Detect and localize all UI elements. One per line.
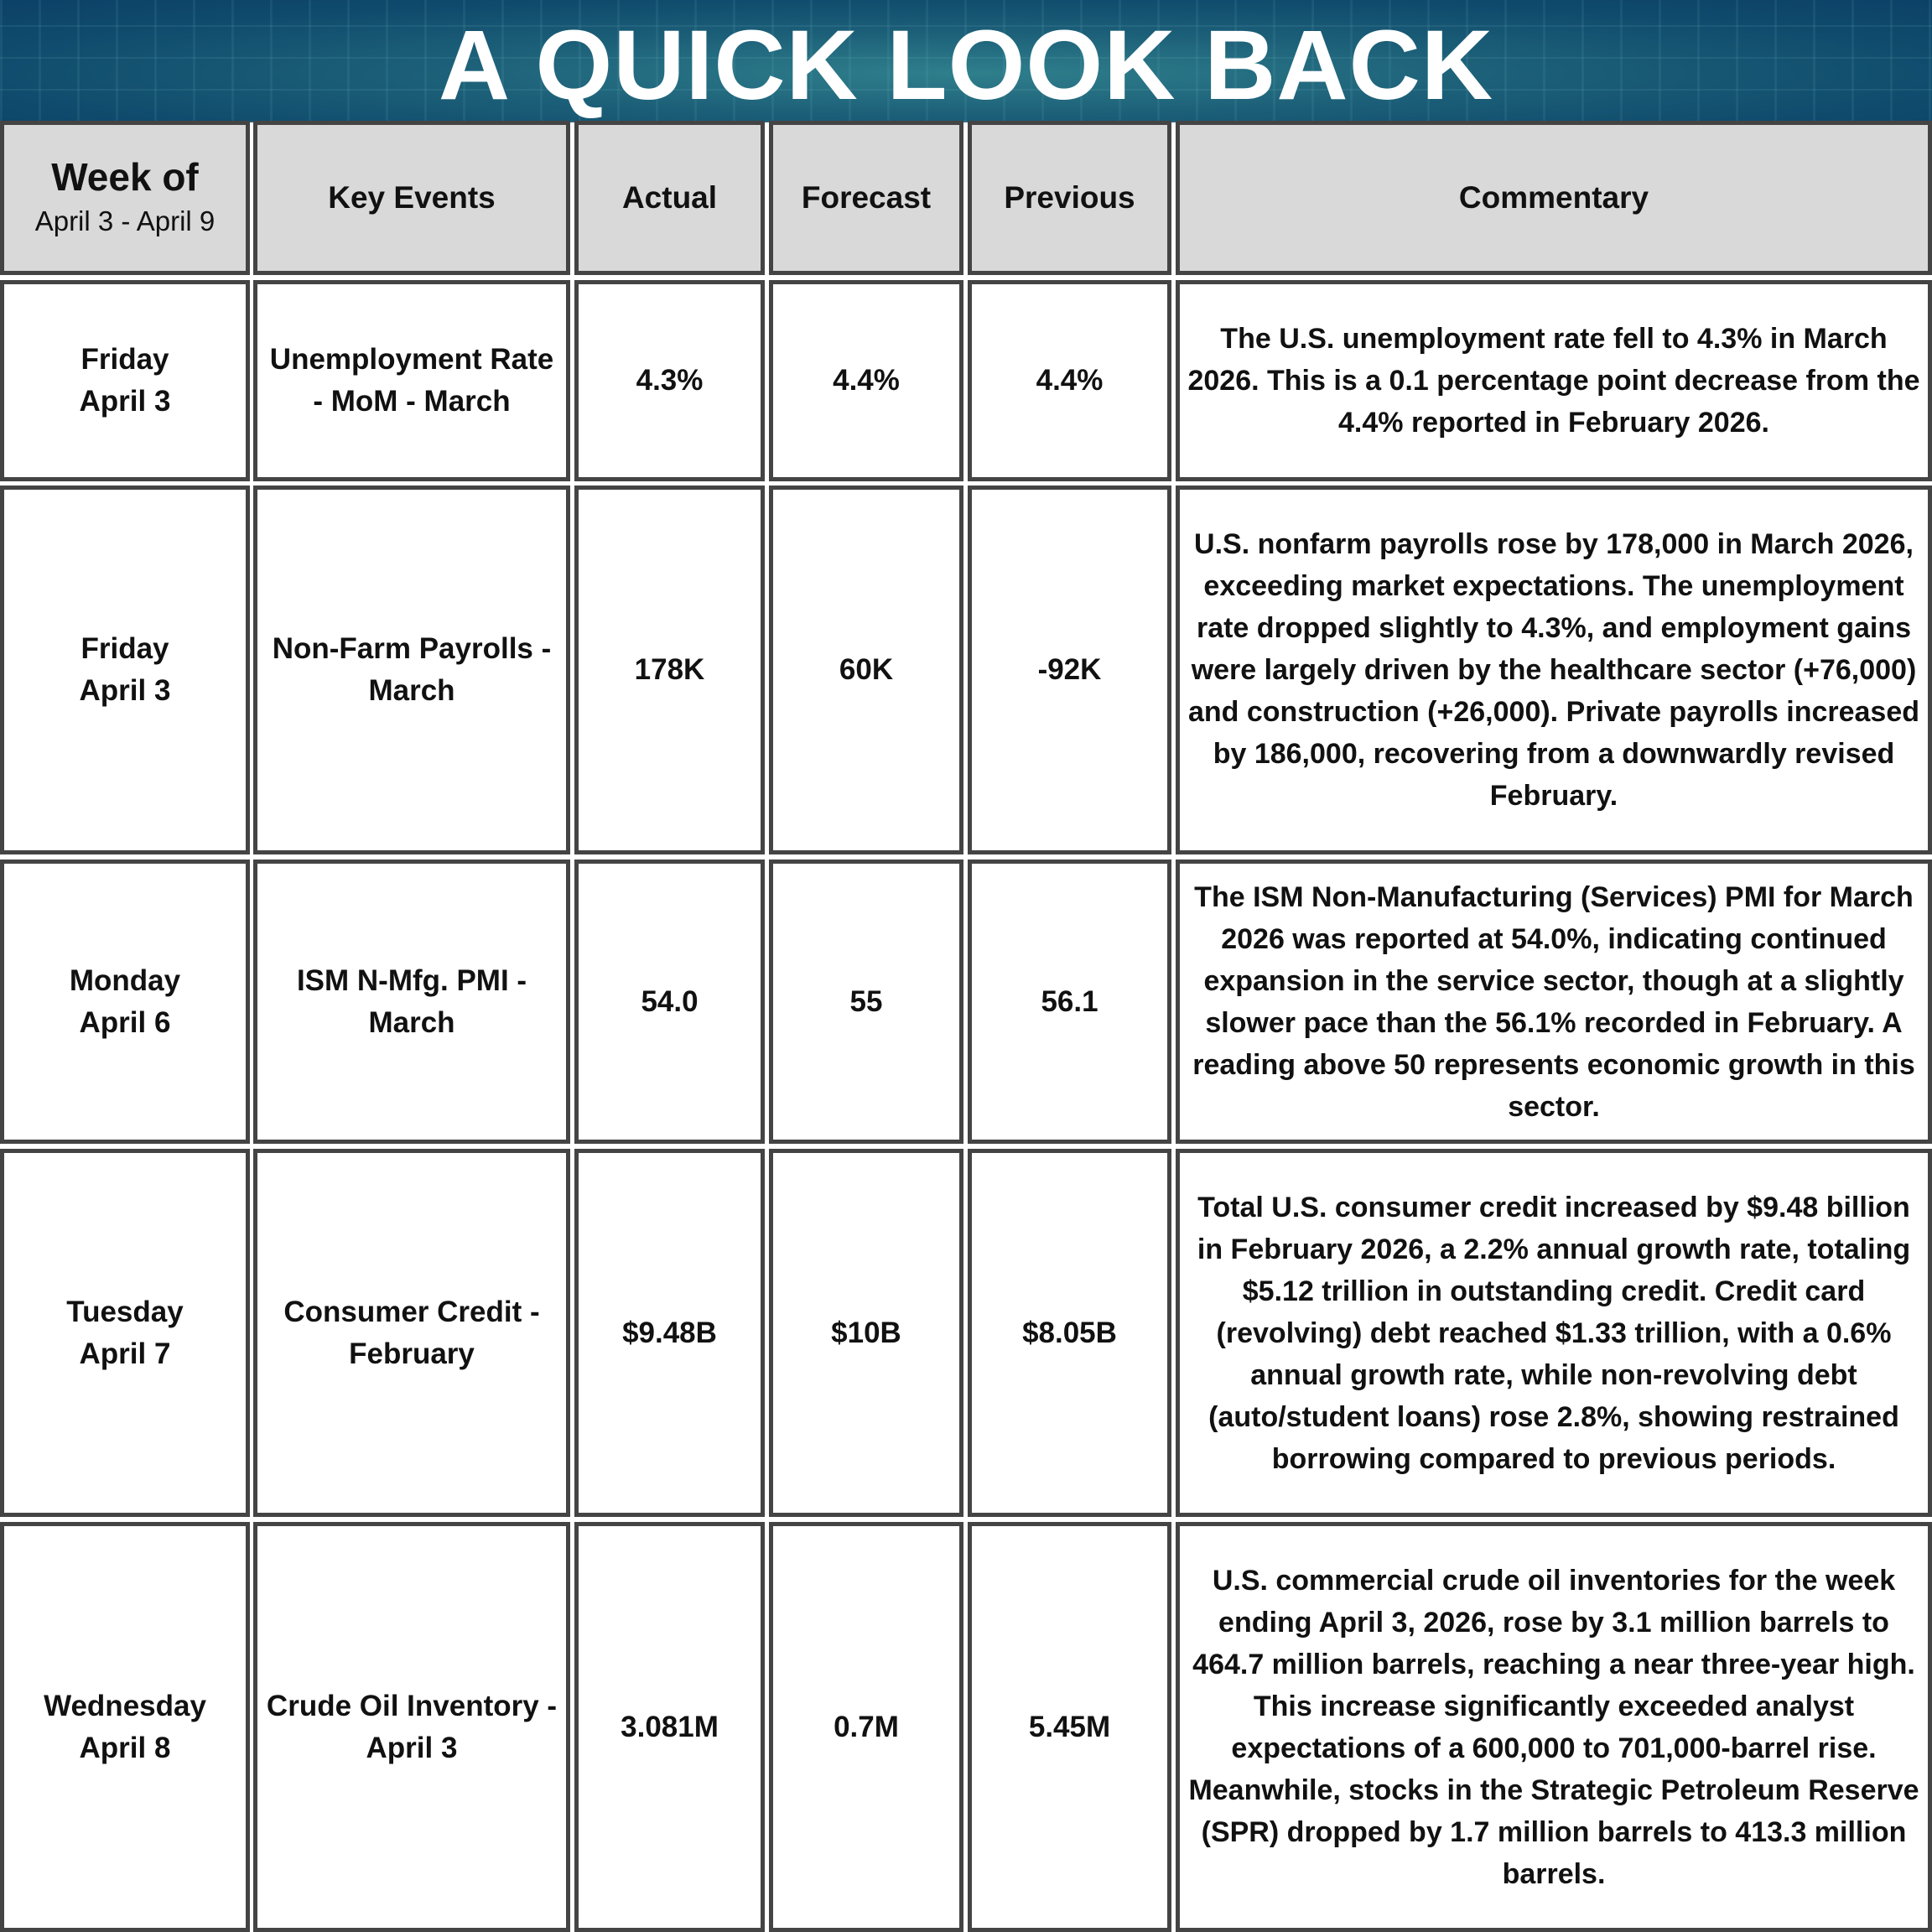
previous-cell (968, 486, 1171, 854)
day-date: April 6 (79, 1005, 171, 1039)
day-date: April 3 (79, 385, 171, 418)
week-of-label (35, 153, 216, 242)
date-label (44, 1685, 206, 1769)
actual-value: 54.0 (641, 984, 699, 1018)
commentary-text: The ISM Non-Manufacturing (Services) PMI for March 2026 was reported at 54.0%, indicating continued expansion in the service sector, though at a slightly slower pace than the 56.1% recorded in February. A reading above 50 represents economic growth in this sector. (1192, 880, 1915, 1123)
previous-cell (968, 860, 1171, 1144)
date-label (66, 1291, 183, 1375)
header-actual-label: Actual (621, 180, 718, 215)
event-name: Non-Farm Payrolls - March (272, 632, 552, 707)
event-name: Unemployment Rate - MoM - March (269, 343, 554, 418)
header-forecast-label: Forecast (801, 180, 932, 215)
forecast-cell (769, 860, 963, 1144)
day-date: April 8 (79, 1731, 171, 1764)
commentary-cell (1176, 1149, 1932, 1517)
actual-cell (574, 486, 765, 854)
header-key-events (253, 121, 570, 275)
commentary-text: U.S. nonfarm payrolls rose by 178,000 in March 2026, exceeding market expectations. The unemployment rate dropped slightly to 4.3%, and employment gains were largely driven by the healthcare sector (+76,000) and construction (+26,000). Private payrolls increased by 186,000, recovering from a downwardly revised February. (1187, 528, 1920, 812)
forecast-value: 60K (839, 653, 894, 686)
commentary-cell (1176, 280, 1932, 481)
actual-value: $9.48B (622, 1316, 717, 1349)
commentary-text: Total U.S. consumer credit increased by $9.48 billion in February 2026, a 2.2% annual growth rate, totaling $5.12 trillion in outstanding credit. Credit card (revolving) debt reached $1.33 trillion, with a 0.6% annual growth rate, while non-revolving debt (auto/student loans) rose 2.8%, showing restrained borrowing compared to previous periods. (1197, 1191, 1911, 1475)
previous-value: 4.4% (1036, 364, 1104, 397)
day-name: Monday (69, 963, 181, 997)
event-name: Crude Oil Inventory - April 3 (266, 1689, 558, 1764)
day-name: Wednesday (44, 1689, 206, 1722)
header-week-of (0, 121, 250, 275)
date-label (70, 960, 180, 1044)
event-cell (253, 280, 570, 481)
page-title: A QUICK LOOK BACK (438, 10, 1494, 121)
event-cell (253, 1149, 570, 1517)
commentary-cell (1176, 860, 1932, 1144)
date-label (80, 339, 171, 423)
forecast-value: $10B (831, 1316, 901, 1349)
row-date (0, 1149, 250, 1517)
week-range: April 3 - April 9 (34, 205, 216, 236)
previous-value: 5.45M (1028, 1710, 1111, 1743)
previous-cell (968, 280, 1171, 481)
day-name: Tuesday (66, 1295, 184, 1328)
event-name: ISM N-Mfg. PMI - March (296, 963, 527, 1039)
header-forecast (769, 121, 963, 275)
header-commentary-label: Commentary (1458, 180, 1649, 215)
forecast-value: 0.7M (834, 1710, 899, 1743)
forecast-cell (769, 1149, 963, 1517)
header-key-events-label: Key Events (328, 180, 496, 215)
row-date (0, 486, 250, 854)
forecast-cell (769, 280, 963, 481)
title-banner (0, 0, 1932, 122)
forecast-cell (769, 486, 963, 854)
actual-cell (574, 280, 765, 481)
day-date: April 3 (79, 674, 171, 707)
commentary-cell (1176, 486, 1932, 854)
previous-cell (968, 1149, 1171, 1517)
actual-cell (574, 860, 765, 1144)
commentary-cell (1176, 1522, 1932, 1932)
event-cell (253, 486, 570, 854)
header-previous-label: Previous (1004, 180, 1135, 215)
actual-value: 178K (634, 653, 705, 686)
forecast-value: 55 (849, 984, 883, 1018)
header-commentary (1176, 121, 1932, 275)
forecast-cell (769, 1522, 963, 1932)
row-date (0, 1522, 250, 1932)
row-date (0, 280, 250, 481)
previous-value: -92K (1037, 653, 1102, 686)
week-of-title: Week of (51, 155, 199, 199)
day-name: Friday (80, 632, 169, 665)
commentary-text: The U.S. unemployment rate fell to 4.3% in March 2026. This is a 0.1 percentage point decrease from the 4.4% reported in February 2026. (1187, 323, 1920, 439)
actual-cell (574, 1149, 765, 1517)
event-cell (253, 1522, 570, 1932)
day-date: April 7 (79, 1337, 171, 1370)
commentary-text: U.S. commercial crude oil inventories for the week ending April 3, 2026, rose by 3.1 million barrels to 464.7 million barrels, reaching a near three-year high. This increase significantly exceeded analyst expectations of a 600,000 to 701,000-barrel rise. Meanwhile, stocks in the Strategic Petroleum Reserve (SPR) dropped by 1.7 million barrels to 413.3 million barrels. (1188, 1564, 1919, 1890)
forecast-value: 4.4% (833, 364, 900, 397)
actual-value: 3.081M (621, 1710, 719, 1743)
date-label (80, 628, 171, 712)
actual-cell (574, 1522, 765, 1932)
header-previous (968, 121, 1171, 275)
header-actual (574, 121, 765, 275)
day-name: Friday (80, 343, 169, 376)
previous-cell (968, 1522, 1171, 1932)
previous-value: 56.1 (1041, 984, 1098, 1018)
event-name: Consumer Credit - February (283, 1295, 540, 1370)
row-date (0, 860, 250, 1144)
previous-value: $8.05B (1022, 1316, 1117, 1349)
event-cell (253, 860, 570, 1144)
actual-value: 4.3% (636, 364, 704, 397)
